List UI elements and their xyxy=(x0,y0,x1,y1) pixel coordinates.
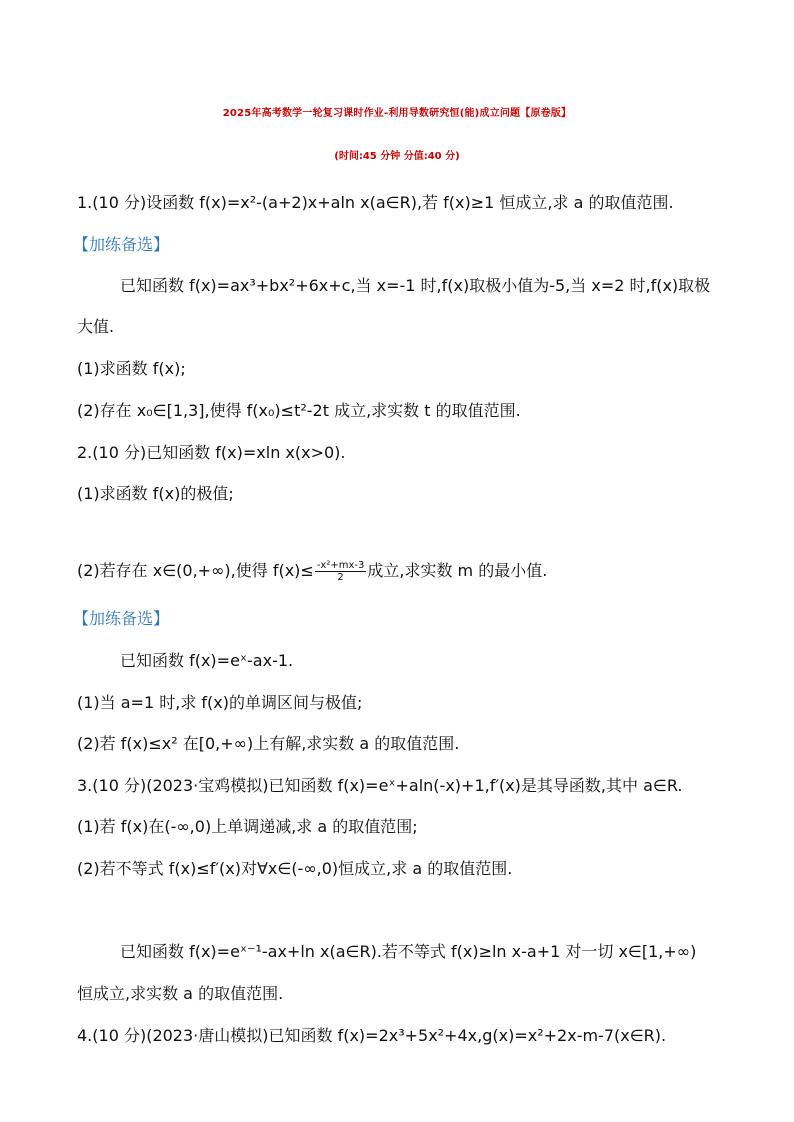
problem-1-text: 1.(10 分)设函数 f(x)=x²-(a+2)x+aln x(a∈R),若 f(x)≥1 恒成立,求 a 的取值范围. xyxy=(77,193,674,212)
problem-2-extra-badge: 【加练备选】 xyxy=(73,609,170,628)
problem-2-text: 2.(10 分)已知函数 f(x)=xln x(x>0). xyxy=(77,443,346,462)
problem-3-extra-line-2: 恒成立,求实数 a 的取值范围. xyxy=(77,984,284,1003)
problem-3-q1: (1)若 f(x)在(-∞,0)上单调递减,求 a 的取值范围; xyxy=(77,817,418,836)
problem-3-q2: (2)若不等式 f(x)≤f′(x)对∀x∈(-∞,0)恒成立,求 a 的取值范围. xyxy=(77,859,513,878)
document-subtitle: (时间:45 分钟 分值:40 分) xyxy=(334,151,460,162)
problem-2-extra-line-1: 已知函数 f(x)=eˣ-ax-1. xyxy=(120,651,294,670)
document-title: 2025年高考数学一轮复习课时作业-利用导数研究恒(能)成立问题【原卷版】 xyxy=(222,108,572,119)
problem-1-extra-line-2: 大值. xyxy=(77,317,115,336)
problem-2-q2 xyxy=(77,558,547,583)
problem-4-text: 4.(10 分)(2023·唐山模拟)已知函数 f(x)=2x³+5x²+4x,g(x)=x²+2x-m-7(x∈R). xyxy=(77,1026,667,1045)
problem-2-extra-q2: (2)若 f(x)≤x² 在[0,+∞)上有解,求实数 a 的取值范围. xyxy=(77,734,460,753)
problem-2-q2-prefix: (2)若存在 x∈(0,+∞),使得 f(x)≤ xyxy=(77,561,314,580)
problem-1-extra-badge: 【加练备选】 xyxy=(73,235,170,254)
problem-3-extra-line-1: 已知函数 f(x)=eˣ⁻¹-ax+ln x(a∈R).若不等式 f(x)≥ln x-a+1 对一切 x∈[1,+∞) xyxy=(120,942,697,961)
problem-1-extra-line-1: 已知函数 f(x)=ax³+bx²+6x+c,当 x=-1 时,f(x)取极小值为-5,当 x=2 时,f(x)取极 xyxy=(120,276,711,295)
problem-2-q2-suffix: 成立,求实数 m 的最小值. xyxy=(367,561,548,580)
problem-2-extra-q1: (1)当 a=1 时,求 f(x)的单调区间与极值; xyxy=(77,693,363,712)
problem-2-q2-fraction xyxy=(315,560,367,583)
problem-1-extra-q2: (2)存在 x₀∈[1,3],使得 f(x₀)≤t²-2t 成立,求实数 t 的取值范围. xyxy=(77,401,521,420)
problem-3-text: 3.(10 分)(2023·宝鸡模拟)已知函数 f(x)=eˣ+aln(-x)+1,f′(x)是其导函数,其中 a∈R. xyxy=(77,776,683,795)
fraction-numerator: -x²+mx-3 xyxy=(316,560,365,571)
problem-1-extra-q1: (1)求函数 f(x); xyxy=(77,359,186,378)
fraction-denominator: 2 xyxy=(337,572,344,583)
problem-2-q1: (1)求函数 f(x)的极值; xyxy=(77,484,234,503)
